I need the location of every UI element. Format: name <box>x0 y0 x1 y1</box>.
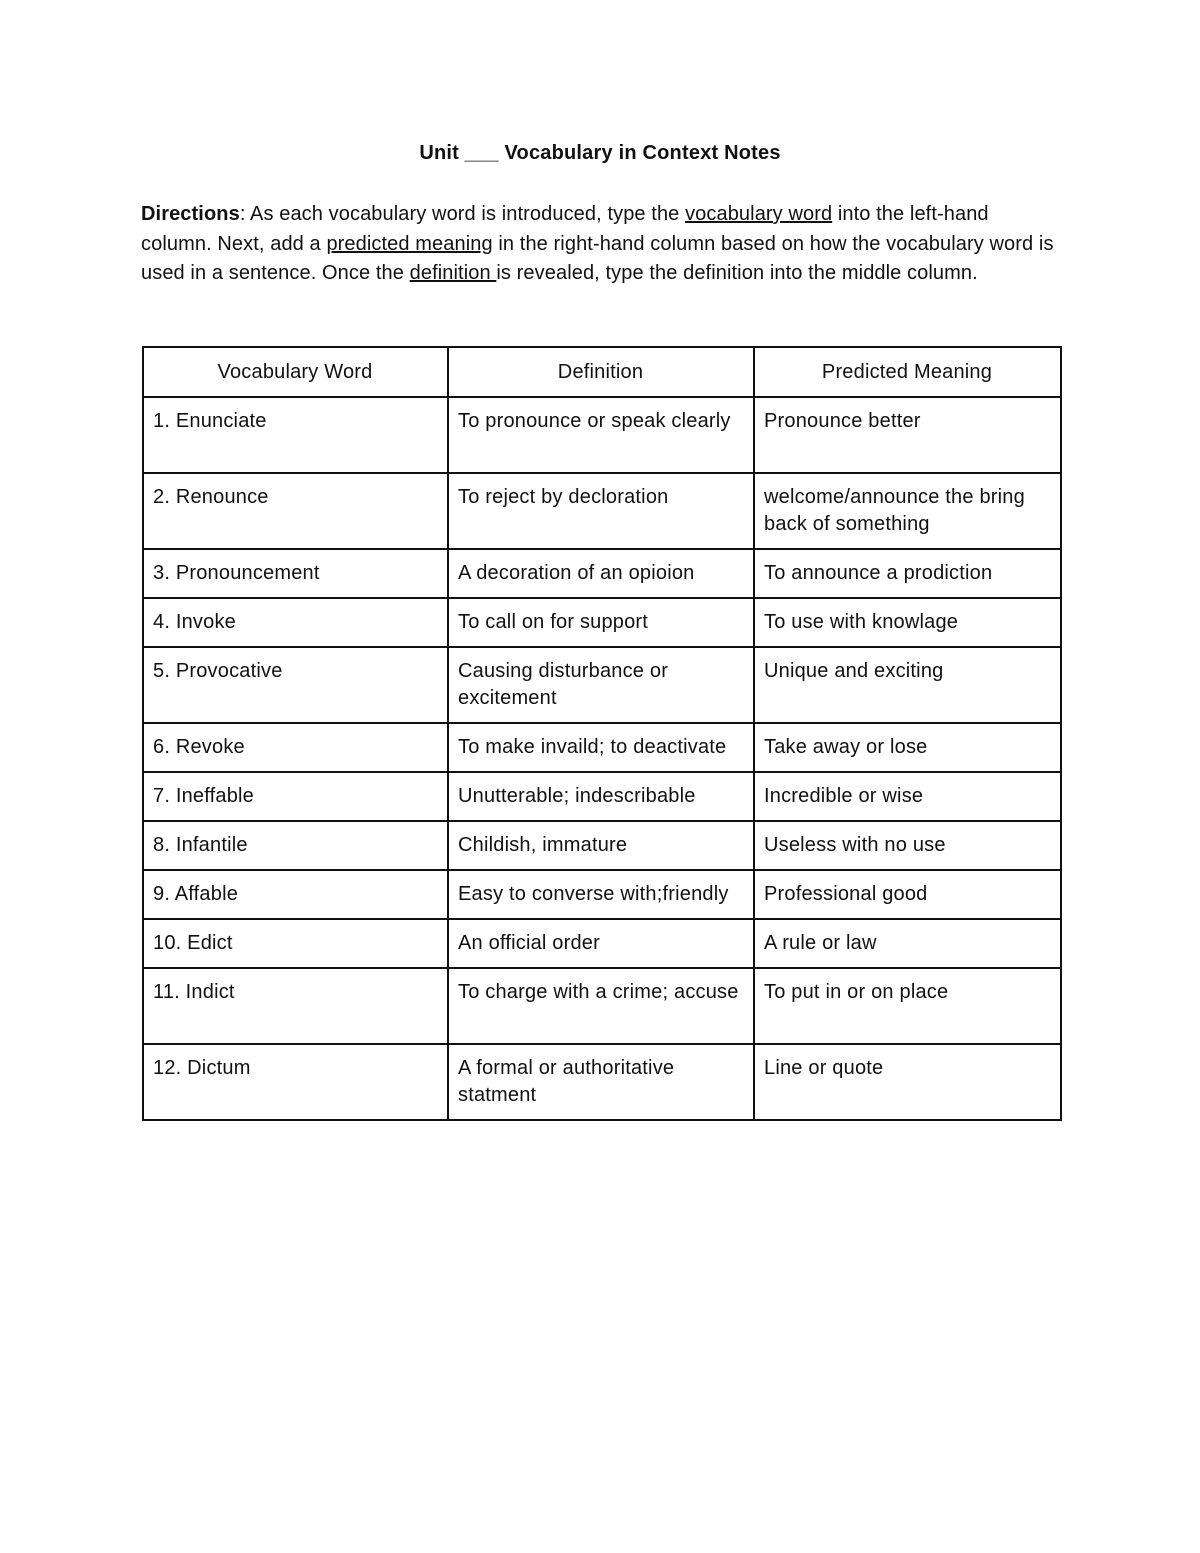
cell-word[interactable]: 4. Invoke <box>143 598 448 647</box>
cell-word[interactable]: 10. Edict <box>143 919 448 968</box>
table-row <box>143 919 1061 968</box>
vocabulary-table <box>142 346 1062 1121</box>
cell-word[interactable]: 6. Revoke <box>143 723 448 772</box>
directions-text-2: into the left-hand column. Next, add a <box>141 203 989 255</box>
directions-underline-predicted-meaning: predicted meaning <box>326 232 493 255</box>
table-row <box>143 723 1061 772</box>
table-row <box>143 397 1061 473</box>
cell-predicted[interactable]: Line or quote <box>754 1044 1061 1120</box>
directions-underline-vocabulary-word: vocabulary word <box>685 203 833 225</box>
cell-definition[interactable]: An official order <box>448 919 754 968</box>
cell-word[interactable]: 8. Infantile <box>143 821 448 870</box>
cell-definition[interactable]: To charge with a crime; accuse <box>448 968 754 1044</box>
directions-text-3: in the right-hand column based on how the vocabulary word is used in a sentence. Once the <box>141 232 1054 285</box>
directions-paragraph <box>141 200 1061 289</box>
header-definition: Definition <box>448 347 754 397</box>
directions-label: Directions <box>141 203 240 225</box>
table-row <box>143 870 1061 919</box>
directions-underline-definition: definition <box>409 262 497 285</box>
cell-predicted[interactable]: To put in or on place <box>754 968 1061 1044</box>
table-row <box>143 647 1061 723</box>
cell-definition[interactable]: To reject by decloration <box>448 473 754 549</box>
table-row <box>143 1044 1061 1120</box>
cell-word[interactable]: 9. Affable <box>143 870 448 919</box>
cell-definition[interactable]: To pronounce or speak clearly <box>448 397 754 473</box>
directions-text-1: : As each vocabulary word is introduced, type the <box>239 203 686 225</box>
header-predicted-meaning: Predicted Meaning <box>754 347 1061 397</box>
table-row <box>143 549 1061 598</box>
cell-predicted[interactable]: Pronounce better <box>754 397 1061 473</box>
table-row <box>143 473 1061 549</box>
page-title: Unit ___ Vocabulary in Context Notes <box>419 142 781 164</box>
cell-word[interactable]: 7. Ineffable <box>143 772 448 821</box>
table-header-row <box>143 347 1061 397</box>
cell-predicted[interactable]: welcome/announce the bring back of something <box>754 473 1061 549</box>
header-vocabulary-word: Vocabulary Word <box>143 347 448 397</box>
cell-word[interactable]: 5. Provocative <box>143 647 448 723</box>
cell-word[interactable]: 2. Renounce <box>143 473 448 549</box>
cell-definition[interactable]: A decoration of an opioion <box>448 549 754 598</box>
cell-word[interactable]: 12. Dictum <box>143 1044 448 1120</box>
cell-predicted[interactable]: Take away or lose <box>754 723 1061 772</box>
cell-definition[interactable]: Childish, immature <box>448 821 754 870</box>
cell-definition[interactable]: Easy to converse with;friendly <box>448 870 754 919</box>
cell-predicted[interactable]: A rule or law <box>754 919 1061 968</box>
table-row <box>143 772 1061 821</box>
cell-definition[interactable]: A formal or authoritative statment <box>448 1044 754 1120</box>
table-row <box>143 968 1061 1044</box>
cell-predicted[interactable]: Useless with no use <box>754 821 1061 870</box>
table-row <box>143 821 1061 870</box>
cell-word[interactable]: 1. Enunciate <box>143 397 448 473</box>
cell-definition[interactable]: To make invaild; to deactivate <box>448 723 754 772</box>
cell-word[interactable]: 3. Pronouncement <box>143 549 448 598</box>
directions-text-4: is revealed, type the definition into the middle column. <box>496 262 978 285</box>
cell-word[interactable]: 11. Indict <box>143 968 448 1044</box>
table-row <box>143 598 1061 647</box>
cell-predicted[interactable]: Unique and exciting <box>754 647 1061 723</box>
cell-definition[interactable]: Unutterable; indescribable <box>448 772 754 821</box>
cell-definition[interactable]: Causing disturbance or excitement <box>448 647 754 723</box>
cell-definition[interactable]: To call on for support <box>448 598 754 647</box>
cell-predicted[interactable]: Incredible or wise <box>754 772 1061 821</box>
cell-predicted[interactable]: To use with knowlage <box>754 598 1061 647</box>
cell-predicted[interactable]: Professional good <box>754 870 1061 919</box>
cell-predicted[interactable]: To announce a prodiction <box>754 549 1061 598</box>
